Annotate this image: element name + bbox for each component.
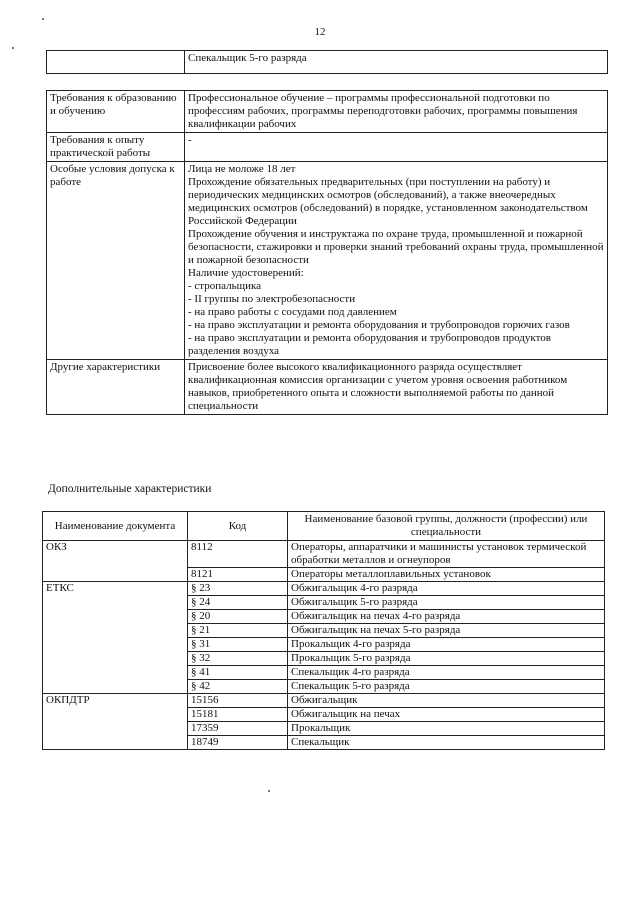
occupation-name-cell: Прокальщик xyxy=(288,722,605,736)
code-cell: 18749 xyxy=(188,736,288,750)
occupation-name-cell: Операторы металлоплавильных установок xyxy=(288,568,605,582)
requirement-label: Требования к опыту практической работы xyxy=(47,133,185,162)
code-cell: 15181 xyxy=(188,708,288,722)
requirements-table xyxy=(46,90,608,415)
code-cell: § 23 xyxy=(188,582,288,596)
requirement-value xyxy=(185,91,608,133)
occupation-name-cell: Прокальщик 5-го разряда xyxy=(288,652,605,666)
column-header-code: Код xyxy=(188,512,288,541)
profession-title-table xyxy=(46,50,608,74)
table-row xyxy=(47,162,608,360)
requirement-line: Наличие удостоверений: xyxy=(188,267,304,279)
code-cell: § 21 xyxy=(188,624,288,638)
requirement-value xyxy=(185,360,608,415)
table-row xyxy=(43,582,605,596)
occupation-name-cell: Обжигальщик на печах 5-го разряда xyxy=(288,624,605,638)
code-cell: § 31 xyxy=(188,638,288,652)
table-row xyxy=(47,133,608,162)
requirement-line: - на право работы с сосудами под давлением xyxy=(188,306,397,318)
profession-title: Спекальщик 5-го разряда xyxy=(185,51,608,74)
table-row xyxy=(47,91,608,133)
occupation-name-cell: Спекальщик 5-го разряда xyxy=(288,680,605,694)
code-cell: § 24 xyxy=(188,596,288,610)
requirement-line: Лица не моложе 18 лет xyxy=(188,163,296,175)
scan-speck xyxy=(42,18,44,20)
occupation-name-cell: Обжигальщик на печах 4-го разряда xyxy=(288,610,605,624)
code-cell: 15156 xyxy=(188,694,288,708)
occupation-name-cell: Обжигальщик xyxy=(288,694,605,708)
table-header-row xyxy=(43,512,605,541)
document-name-cell: ЕТКС xyxy=(43,582,188,694)
table-row xyxy=(47,51,608,74)
requirement-line: Присвоение более высокого квалификационного разряда осуществляет квалификационная комиссия организации с учетом уровня освоения работником навыков, приобретенного опыта и сложности выполняемой работы по данной специальности xyxy=(188,361,568,412)
code-cell: 8121 xyxy=(188,568,288,582)
code-cell: 8112 xyxy=(188,541,288,568)
requirement-line: - стропальщика xyxy=(188,280,262,292)
table-row xyxy=(43,541,605,568)
table-row xyxy=(47,360,608,415)
occupation-name-cell: Операторы, аппаратчики и машинисты установок термической обработки металлов и огнеупоров xyxy=(288,541,605,568)
scan-speck xyxy=(12,47,14,49)
requirement-line: - xyxy=(188,134,192,146)
requirement-label: Особые условия допуска к работе xyxy=(47,162,185,360)
requirement-line: Прохождение обучения и инструктажа по охране труда, промышленной и пожарной безопасности, стажировки и проверки знаний требований охраны труда, промышленной и пожарной безопасности xyxy=(188,228,604,266)
document-name-cell: ОКПДТР xyxy=(43,694,188,750)
occupation-name-cell: Прокальщик 4-го разряда xyxy=(288,638,605,652)
column-header-name: Наименование базовой группы, должности (профессии) или специальности xyxy=(288,512,605,541)
occupation-name-cell: Обжигальщик на печах xyxy=(288,708,605,722)
requirement-label: Другие характеристики xyxy=(47,360,185,415)
empty-cell xyxy=(47,51,185,74)
code-cell: § 20 xyxy=(188,610,288,624)
requirement-line: Прохождение обязательных предварительных (при поступлении на работу) и периодических медицинских осмотров (обследований), а также внеочередных медицинских осмотров (обследований) в порядке, установленном законодательством Российской Федерации xyxy=(188,176,588,227)
requirement-line: - на право эксплуатации и ремонта оборудования и трубопроводов горючих газов xyxy=(188,319,570,331)
requirement-value xyxy=(185,162,608,360)
document-name-cell: ОКЗ xyxy=(43,541,188,582)
occupation-name-cell: Обжигальщик 5-го разряда xyxy=(288,596,605,610)
requirement-label: Требования к образованию и обучению xyxy=(47,91,185,133)
requirement-value xyxy=(185,133,608,162)
page-number: 12 xyxy=(314,26,326,38)
occupation-name-cell: Спекальщик xyxy=(288,736,605,750)
code-cell: 17359 xyxy=(188,722,288,736)
code-cell: § 41 xyxy=(188,666,288,680)
occupation-name-cell: Спекальщик 4-го разряда xyxy=(288,666,605,680)
scan-speck xyxy=(268,790,270,792)
table-row xyxy=(43,694,605,708)
additional-characteristics-heading: Дополнительные характеристики xyxy=(48,483,212,495)
requirement-line: - II группы по электробезопасности xyxy=(188,293,356,305)
code-cell: § 32 xyxy=(188,652,288,666)
additional-characteristics-table xyxy=(42,511,605,750)
requirement-line: Профессиональное обучение – программы профессиональной подготовки по профессиям рабочих, программы переподготовки рабочих, программы повышения квалификации рабочих xyxy=(188,92,578,130)
code-cell: § 42 xyxy=(188,680,288,694)
requirement-line: - на право эксплуатации и ремонта оборудования и трубопроводов продуктов разделения воздуха xyxy=(188,332,551,357)
column-header-document: Наименование документа xyxy=(43,512,188,541)
occupation-name-cell: Обжигальщик 4-го разряда xyxy=(288,582,605,596)
